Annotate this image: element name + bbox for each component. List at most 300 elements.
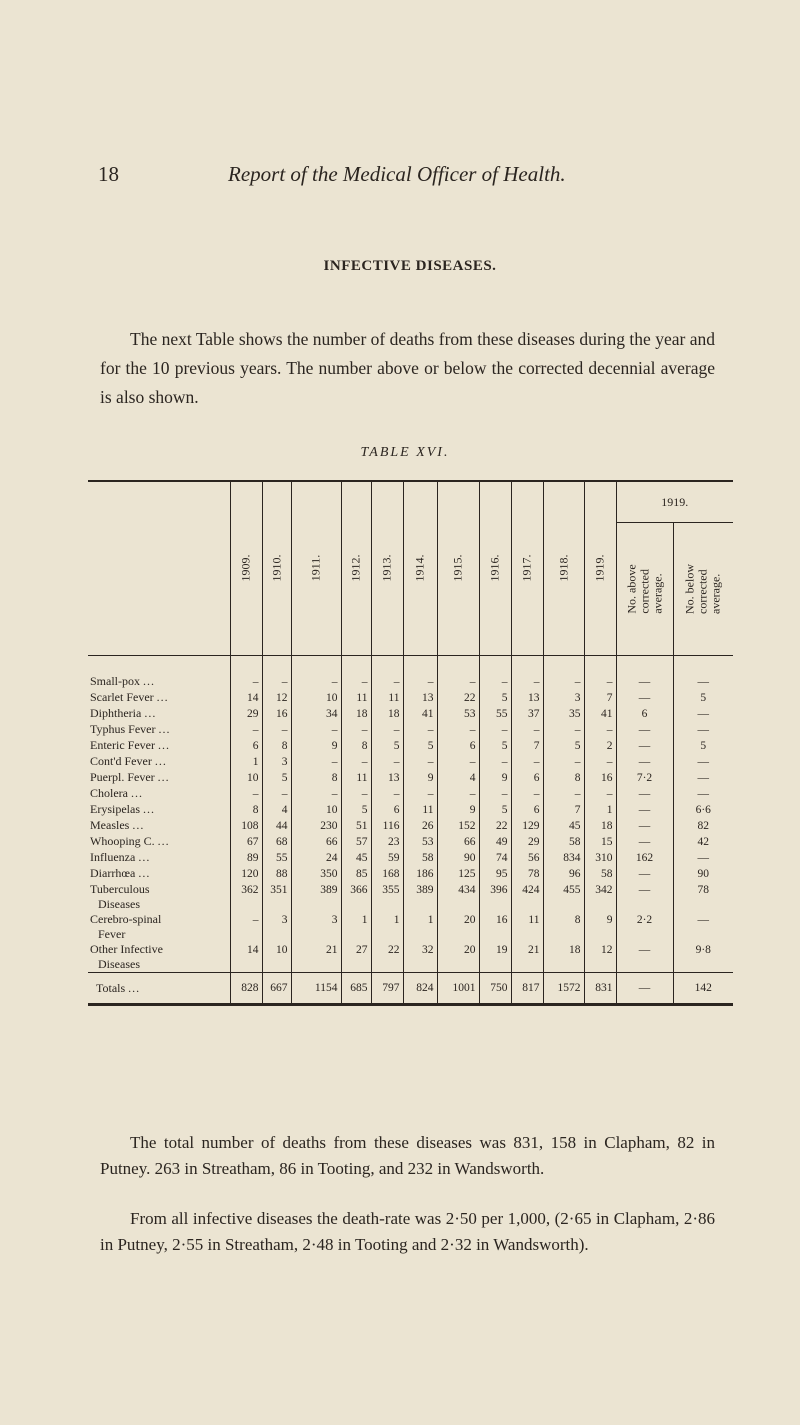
leader-dots: ... (154, 754, 167, 768)
table-title: TABLE XVI. (360, 445, 450, 460)
leader-dots: ... (143, 674, 155, 688)
year-value-cell: 797 (371, 973, 403, 1005)
year-value-cell: 55 (479, 706, 511, 722)
year-value-cell: 5 (341, 802, 371, 818)
year-value-cell: 1 (341, 912, 371, 942)
page-number: 18 (98, 162, 119, 186)
year-value-cell: 1 (403, 912, 437, 942)
year-value-cell: – (543, 674, 584, 690)
year-value-cell: – (371, 786, 403, 802)
year-header (291, 481, 341, 656)
year-value-cell: 66 (291, 834, 341, 850)
row-label (88, 834, 230, 850)
table-row (88, 818, 733, 834)
year-value-cell: 96 (543, 866, 584, 882)
spacer-row (88, 656, 733, 675)
disease-name: Erysipelas (90, 802, 140, 816)
table-row (88, 866, 733, 882)
year-value-cell: 20 (437, 942, 479, 973)
year-value-cell: 116 (371, 818, 403, 834)
year-header (371, 481, 403, 656)
year-value-cell: 2 (584, 738, 616, 754)
disease-name: Totals (96, 980, 126, 995)
leader-dots: ... (157, 738, 170, 752)
year-value-cell: 5 (403, 738, 437, 754)
below-average-cell: — (673, 770, 733, 786)
year-value-cell: – (230, 674, 262, 690)
section-title: INFECTIVE DISEASES. (323, 258, 497, 274)
disease-name: Cont'd Fever (90, 754, 152, 768)
year-value-cell: 13 (403, 690, 437, 706)
year-value-cell: 3 (262, 754, 291, 770)
year-value-cell: 389 (403, 882, 437, 912)
year-value-cell: 20 (437, 912, 479, 942)
summary-paragraph-death-rate: From all infective diseases the death-rate was 2·50 per 1,000, (2·65 in Clapham, 2·86 in Putney, 2·55 in Streatham, 2·48 in Tooting and 2·32 in Wandsworth). (100, 1209, 715, 1254)
year-value-cell: 5 (479, 802, 511, 818)
year-value-cell: 22 (479, 818, 511, 834)
year-value-cell: 3 (543, 690, 584, 706)
row-label (88, 912, 230, 942)
year-value-cell: 19 (479, 942, 511, 973)
year-value-cell: 152 (437, 818, 479, 834)
year-value-cell: 32 (403, 942, 437, 973)
leader-dots: ... (144, 706, 157, 720)
header-blank-cell (88, 481, 230, 656)
year-value-cell: – (291, 786, 341, 802)
year-value-cell: – (584, 722, 616, 738)
above-average-cell: — (616, 754, 673, 770)
year-value-cell: 67 (230, 834, 262, 850)
year-label: 1913. (379, 554, 394, 582)
disease-name: Small-pox (90, 674, 140, 688)
year-value-cell: – (403, 722, 437, 738)
above-average-cell: 7·2 (616, 770, 673, 786)
below-average-cell: — (673, 706, 733, 722)
year-value-cell: 1572 (543, 973, 584, 1005)
year-value-cell: 362 (230, 882, 262, 912)
row-label (88, 722, 230, 738)
below-average-cell: — (673, 754, 733, 770)
year-value-cell: 11 (403, 802, 437, 818)
year-header (479, 481, 511, 656)
year-label: 1912. (348, 554, 363, 582)
year-value-cell: 1 (230, 754, 262, 770)
table-row (88, 754, 733, 770)
year-value-cell: 9 (584, 912, 616, 942)
year-value-cell: 6 (511, 770, 543, 786)
row-label (88, 690, 230, 706)
row-label (88, 973, 230, 1005)
year-header (543, 481, 584, 656)
year-value-cell: 18 (584, 818, 616, 834)
intro-paragraph: The next Table shows the number of deaths from these diseases during the year and for the 10 previous years. The number above or below the corrected decennial average is also shown. (100, 329, 715, 407)
year-value-cell: 12 (262, 690, 291, 706)
year-value-cell: – (584, 674, 616, 690)
year-value-cell: 59 (371, 850, 403, 866)
above-average-cell: — (616, 818, 673, 834)
year-value-cell: 11 (511, 912, 543, 942)
year-value-cell: 1 (584, 802, 616, 818)
year-value-cell: 27 (341, 942, 371, 973)
year-value-cell: 23 (371, 834, 403, 850)
year-header (262, 481, 291, 656)
above-average-cell: — (616, 866, 673, 882)
year-value-cell: 58 (543, 834, 584, 850)
year-value-cell: 125 (437, 866, 479, 882)
year-label: 1917. (519, 554, 534, 582)
year-value-cell: – (291, 722, 341, 738)
row-label (88, 754, 230, 770)
year-value-cell: 90 (437, 850, 479, 866)
year-label: 1915. (450, 554, 465, 582)
sub-header-label: No. below corrected average. (682, 564, 723, 614)
leader-dots: ... (132, 818, 145, 832)
year-value-cell: 5 (262, 770, 291, 786)
year-value-cell: – (479, 786, 511, 802)
year-value-cell: 78 (511, 866, 543, 882)
year-value-cell: – (291, 674, 341, 690)
year-value-cell: – (262, 722, 291, 738)
year-value-cell: 45 (543, 818, 584, 834)
year-value-cell: 389 (291, 882, 341, 912)
above-average-cell: — (616, 722, 673, 738)
year-value-cell: 41 (584, 706, 616, 722)
year-value-cell: 58 (403, 850, 437, 866)
leader-dots: ... (128, 980, 141, 995)
year-value-cell: 57 (341, 834, 371, 850)
year-value-cell: 15 (584, 834, 616, 850)
disease-name: Influenza (90, 850, 136, 864)
disease-name: Typhus Fever (90, 722, 156, 736)
disease-name: Puerpl. Fever (90, 770, 155, 784)
year-value-cell: 13 (371, 770, 403, 786)
disease-name: Diarrhœa (90, 866, 136, 880)
year-value-cell: 6 (371, 802, 403, 818)
year-label: 1914. (412, 554, 427, 582)
year-value-cell: 9 (437, 802, 479, 818)
year-value-cell: 8 (291, 770, 341, 786)
year-value-cell: 168 (371, 866, 403, 882)
year-value-cell: – (403, 786, 437, 802)
year-label: 1916. (487, 554, 502, 582)
above-average-cell: — (616, 942, 673, 973)
year-value-cell: – (584, 786, 616, 802)
year-value-cell: – (437, 786, 479, 802)
year-value-cell: – (511, 722, 543, 738)
table-row (88, 882, 733, 912)
year-value-cell: 9 (403, 770, 437, 786)
year-value-cell: – (479, 674, 511, 690)
year-value-cell: 8 (230, 802, 262, 818)
below-average-header (673, 523, 733, 656)
year-value-cell: 89 (230, 850, 262, 866)
row-label (88, 738, 230, 754)
year-value-cell: 6 (511, 802, 543, 818)
year-value-cell: 18 (371, 706, 403, 722)
year-value-cell: 13 (511, 690, 543, 706)
year-header (584, 481, 616, 656)
table-row (88, 786, 733, 802)
year-value-cell: 5 (543, 738, 584, 754)
year-header (230, 481, 262, 656)
below-average-cell: 5 (673, 690, 733, 706)
table-row (88, 802, 733, 818)
year-value-cell: 750 (479, 973, 511, 1005)
year-value-cell: – (543, 786, 584, 802)
row-label (88, 818, 230, 834)
above-average-cell: — (616, 738, 673, 754)
year-value-cell: 186 (403, 866, 437, 882)
year-value-cell: 350 (291, 866, 341, 882)
year-value-cell: 29 (511, 834, 543, 850)
year-value-cell: – (230, 722, 262, 738)
year-value-cell: 16 (479, 912, 511, 942)
below-average-cell: 82 (673, 818, 733, 834)
year-value-cell: – (230, 786, 262, 802)
year-value-cell: – (371, 754, 403, 770)
year-value-cell: 129 (511, 818, 543, 834)
year-value-cell: – (511, 754, 543, 770)
table-row (88, 738, 733, 754)
year-value-cell: – (437, 754, 479, 770)
above-average-cell: — (616, 834, 673, 850)
below-average-cell: 142 (673, 973, 733, 1005)
leader-dots: ... (131, 786, 143, 800)
leader-dots: ... (138, 850, 151, 864)
year-value-cell: 85 (341, 866, 371, 882)
disease-name: Enteric Fever (90, 738, 155, 752)
year-value-cell: 29 (230, 706, 262, 722)
year-value-cell: 7 (511, 738, 543, 754)
year-value-cell: 53 (403, 834, 437, 850)
year-value-cell: 26 (403, 818, 437, 834)
below-average-cell: 78 (673, 882, 733, 912)
row-label (88, 674, 230, 690)
year-value-cell: 828 (230, 973, 262, 1005)
table-row (88, 706, 733, 722)
leader-dots: ... (158, 722, 171, 736)
below-average-cell: 5 (673, 738, 733, 754)
row-label (88, 802, 230, 818)
year-value-cell: 8 (262, 738, 291, 754)
table-bottom-rule (88, 1005, 733, 1007)
disease-name: Measles (90, 818, 130, 832)
year-value-cell: 424 (511, 882, 543, 912)
year-value-cell: – (437, 674, 479, 690)
year-value-cell: – (543, 754, 584, 770)
year-label: 1909. (238, 554, 253, 582)
year-value-cell: – (437, 722, 479, 738)
above-average-cell: — (616, 674, 673, 690)
year-value-cell: 4 (262, 802, 291, 818)
year-label: 1918. (556, 554, 570, 582)
table-row (88, 690, 733, 706)
below-average-cell: 6·6 (673, 802, 733, 818)
year-value-cell: – (479, 722, 511, 738)
deaths-table-wrapper (88, 480, 723, 1006)
table-row (88, 912, 733, 942)
sub-header-label: No. above corrected average. (624, 564, 664, 614)
row-label (88, 706, 230, 722)
below-average-cell: 90 (673, 866, 733, 882)
year-value-cell: 824 (403, 973, 437, 1005)
below-average-cell: — (673, 786, 733, 802)
year-value-cell: – (262, 674, 291, 690)
leader-dots: ... (138, 866, 151, 880)
year-value-cell: 22 (437, 690, 479, 706)
year-value-cell: 6 (437, 738, 479, 754)
disease-name: Scarlet Fever (90, 690, 154, 704)
year-value-cell: 45 (341, 850, 371, 866)
year-label: 1919. (592, 554, 607, 582)
year-value-cell: 3 (262, 912, 291, 942)
above-average-header (616, 523, 673, 656)
year-value-cell: – (262, 786, 291, 802)
year-value-cell: – (543, 722, 584, 738)
year-value-cell: – (341, 674, 371, 690)
year-value-cell: 12 (584, 942, 616, 973)
year-value-cell: – (371, 722, 403, 738)
above-average-cell: — (616, 882, 673, 912)
year-header (341, 481, 371, 656)
summary-paragraph-totals: The total number of deaths from these diseases was 831, 158 in Clapham, 82 in Putney. 263 in Streatham, 86 in Tooting, and 232 in Wandsworth. (100, 1133, 715, 1178)
year-value-cell: 68 (262, 834, 291, 850)
year-value-cell: 351 (262, 882, 291, 912)
row-label (88, 770, 230, 786)
row-label (88, 882, 230, 912)
year-value-cell: 58 (584, 866, 616, 882)
year-value-cell: 120 (230, 866, 262, 882)
row-label (88, 850, 230, 866)
year-value-cell: 434 (437, 882, 479, 912)
group-header-1919: 1919. (616, 481, 733, 523)
year-value-cell: 1154 (291, 973, 341, 1005)
above-average-cell: — (616, 802, 673, 818)
year-value-cell: 8 (341, 738, 371, 754)
disease-name: Whooping C. (90, 834, 155, 848)
table-row (88, 770, 733, 786)
year-header (403, 481, 437, 656)
year-value-cell: 21 (511, 942, 543, 973)
disease-name: Diphtheria (90, 706, 142, 720)
year-value-cell: 56 (511, 850, 543, 866)
year-value-cell: 817 (511, 973, 543, 1005)
leader-dots: ... (157, 770, 170, 784)
year-value-cell: 310 (584, 850, 616, 866)
year-value-cell: 88 (262, 866, 291, 882)
year-value-cell: 8 (543, 770, 584, 786)
running-title: Report of the Medical Officer of Health. (228, 162, 566, 186)
year-value-cell: 108 (230, 818, 262, 834)
year-value-cell: 342 (584, 882, 616, 912)
disease-name: Tuberculous Diseases (90, 882, 150, 911)
above-average-cell: 162 (616, 850, 673, 866)
table-row (88, 942, 733, 973)
year-value-cell: 10 (262, 942, 291, 973)
year-value-cell: – (511, 786, 543, 802)
year-value-cell: 18 (341, 706, 371, 722)
disease-name: Other Infective Diseases (90, 942, 163, 971)
year-value-cell: 22 (371, 942, 403, 973)
year-value-cell: 366 (341, 882, 371, 912)
year-value-cell: 24 (291, 850, 341, 866)
year-value-cell: 7 (584, 690, 616, 706)
year-value-cell: 10 (230, 770, 262, 786)
year-header (511, 481, 543, 656)
year-value-cell: 831 (584, 973, 616, 1005)
year-label: 1910. (269, 554, 283, 582)
above-average-cell: 6 (616, 706, 673, 722)
year-header (437, 481, 479, 656)
table-row (88, 674, 733, 690)
year-value-cell: – (403, 754, 437, 770)
year-value-cell: 35 (543, 706, 584, 722)
year-value-cell: – (291, 754, 341, 770)
deaths-table (88, 480, 733, 1006)
year-value-cell: 11 (341, 770, 371, 786)
year-value-cell: 834 (543, 850, 584, 866)
year-value-cell: 5 (479, 738, 511, 754)
year-value-cell: – (341, 722, 371, 738)
above-average-cell: — (616, 973, 673, 1005)
year-value-cell: 41 (403, 706, 437, 722)
year-value-cell: 18 (543, 942, 584, 973)
year-value-cell: 95 (479, 866, 511, 882)
header-row-top (88, 481, 733, 523)
below-average-cell: 9·8 (673, 942, 733, 973)
year-value-cell: 53 (437, 706, 479, 722)
below-average-cell: — (673, 912, 733, 942)
row-label (88, 786, 230, 802)
year-value-cell: 44 (262, 818, 291, 834)
below-average-cell: — (673, 722, 733, 738)
year-value-cell: 8 (543, 912, 584, 942)
year-value-cell: 16 (262, 706, 291, 722)
year-value-cell: 5 (371, 738, 403, 754)
year-value-cell: – (371, 674, 403, 690)
year-value-cell: 1 (371, 912, 403, 942)
year-value-cell: 9 (479, 770, 511, 786)
year-label: 1911. (308, 554, 323, 582)
disease-name: Cholera (90, 786, 128, 800)
year-value-cell: – (403, 674, 437, 690)
table-head (88, 481, 733, 656)
year-value-cell: 66 (437, 834, 479, 850)
year-value-cell: 37 (511, 706, 543, 722)
year-value-cell: 4 (437, 770, 479, 786)
table-row (88, 834, 733, 850)
year-value-cell: 21 (291, 942, 341, 973)
year-value-cell: 10 (291, 690, 341, 706)
year-value-cell: 685 (341, 973, 371, 1005)
leader-dots: ... (156, 690, 169, 704)
year-value-cell: 74 (479, 850, 511, 866)
year-value-cell: 14 (230, 690, 262, 706)
year-value-cell: 55 (262, 850, 291, 866)
year-value-cell: 49 (479, 834, 511, 850)
table-body (88, 656, 733, 1007)
year-value-cell: 16 (584, 770, 616, 786)
year-value-cell: 355 (371, 882, 403, 912)
below-average-cell: — (673, 674, 733, 690)
disease-name: Cerebro-spinal Fever (90, 912, 162, 941)
totals-row (88, 973, 733, 1005)
leader-dots: ... (157, 834, 170, 848)
year-value-cell: 3 (291, 912, 341, 942)
year-value-cell: 5 (479, 690, 511, 706)
year-value-cell: 396 (479, 882, 511, 912)
table-row (88, 850, 733, 866)
